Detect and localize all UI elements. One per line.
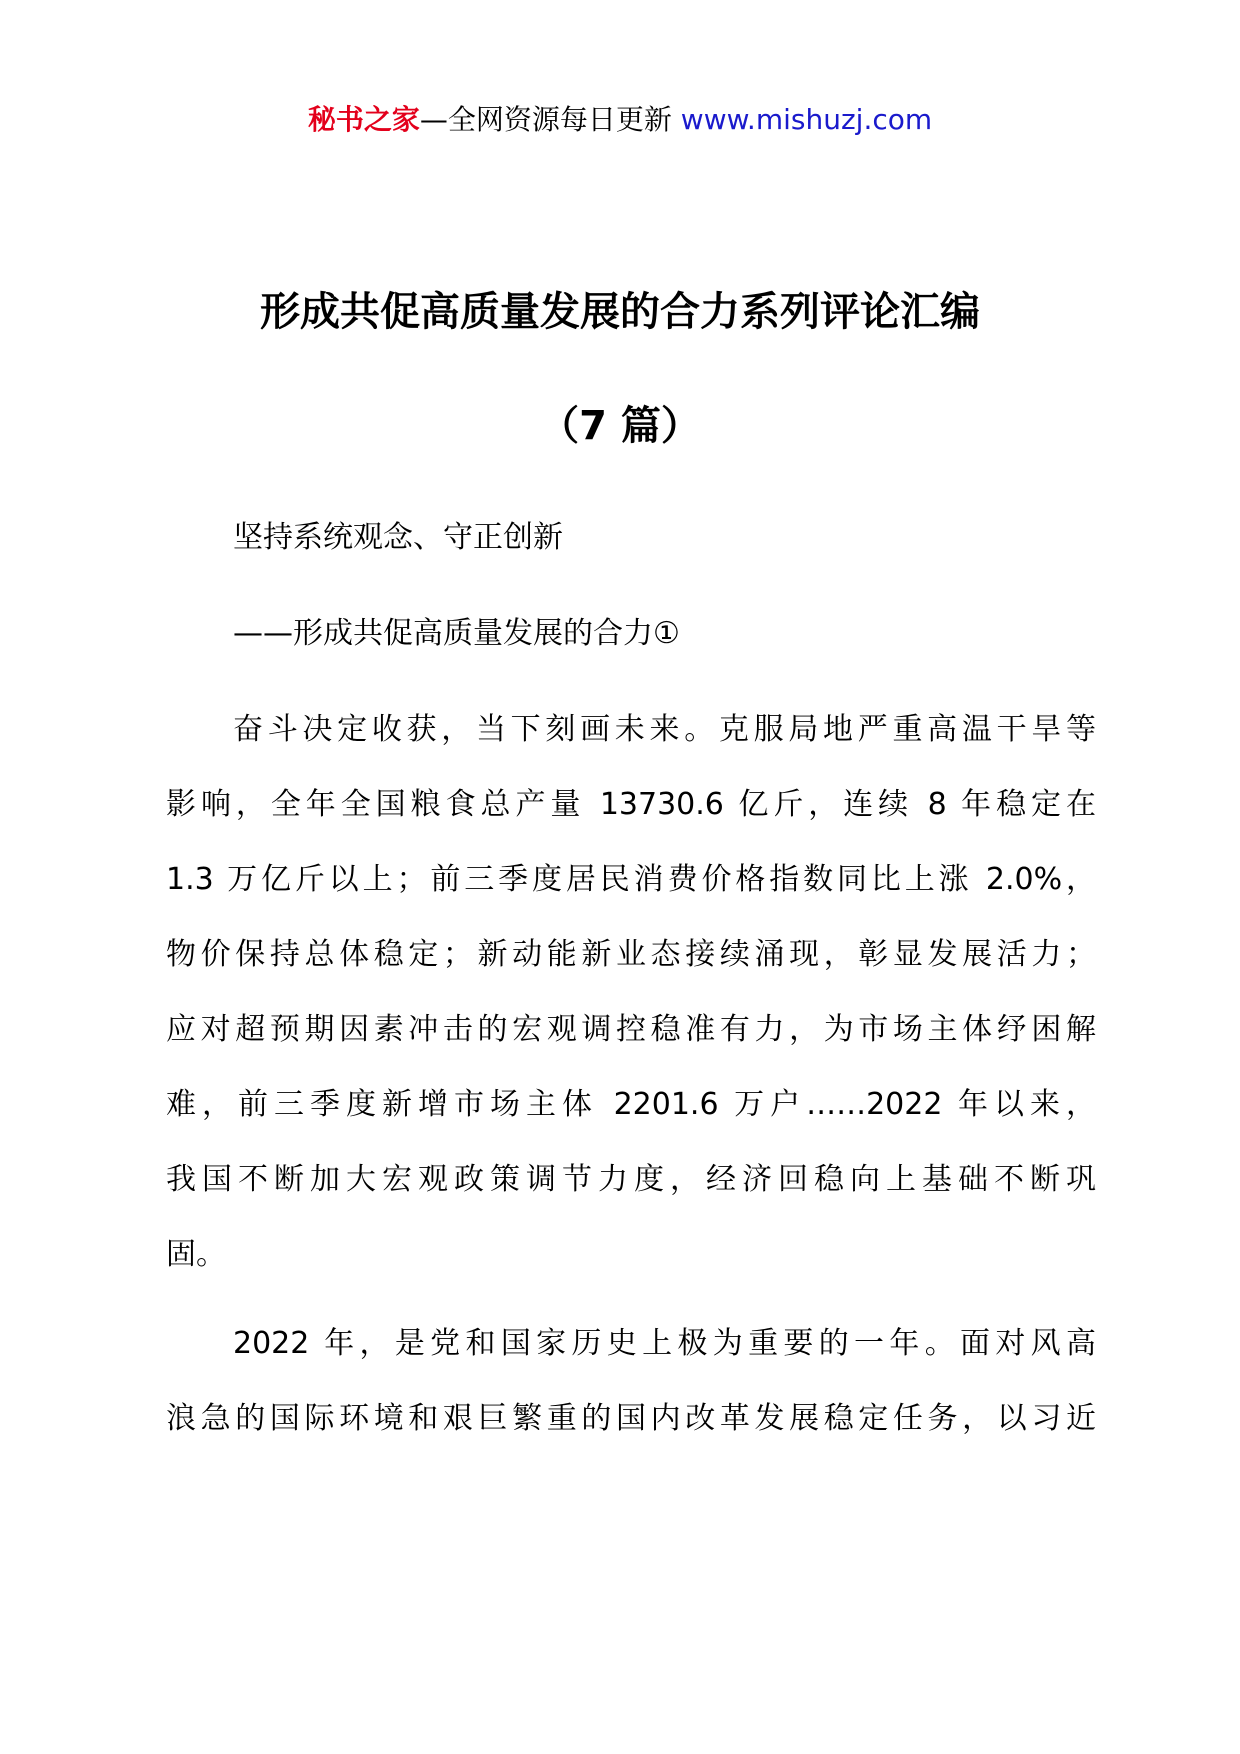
body-paragraph-1 [166,708,1096,1308]
paragraph-line: 浪急的国际环境和艰巨繁重的国内改革发展稳定任务，以习近 [166,1401,1096,1436]
body-paragraph-2 [166,1322,1096,1472]
paragraph-line: 1.3 万亿斤以上；前三季度居民消费价格指数同比上涨 2.0%， [166,862,1096,897]
paragraph-line: 我国不断加大宏观政策调节力度，经济回稳向上基础不断巩 [166,1162,1096,1197]
paragraph-line: 应对超预期因素冲击的宏观调控稳准有力，为市场主体纾困解 [166,1012,1096,1047]
site-brand: 秘书之家 [307,103,420,136]
paragraph-line: 物价保持总体稳定；新动能新业态接续涌现，彰显发展活力； [166,937,1096,972]
paragraph-line: 难，前三季度新增市场主体 2201.6 万户……2022 年以来， [166,1087,1096,1122]
article-subheading: ——形成共促高质量发展的合力① [233,616,680,651]
paragraph-line: 2022 年，是党和国家历史上极为重要的一年。面对风高 [233,1326,1096,1361]
paragraph-line: 奋斗决定收获，当下刻画未来。克服局地严重高温干旱等 [233,712,1096,747]
site-header [0,100,1240,140]
site-tagline: —全网资源每日更新 [419,103,672,136]
article-heading: 坚持系统观念、守正创新 [233,520,563,555]
paragraph-line: 固。 [166,1237,226,1272]
paragraph-line: 影响，全年全国粮食总产量 13730.6 亿斤，连续 8 年稳定在 [166,787,1096,822]
document-title: 形成共促高质量发展的合力系列评论汇编 [260,289,980,335]
site-url-link[interactable]: www.mishuzj.com [680,103,933,136]
document-title-count: （7 篇） [539,403,701,449]
